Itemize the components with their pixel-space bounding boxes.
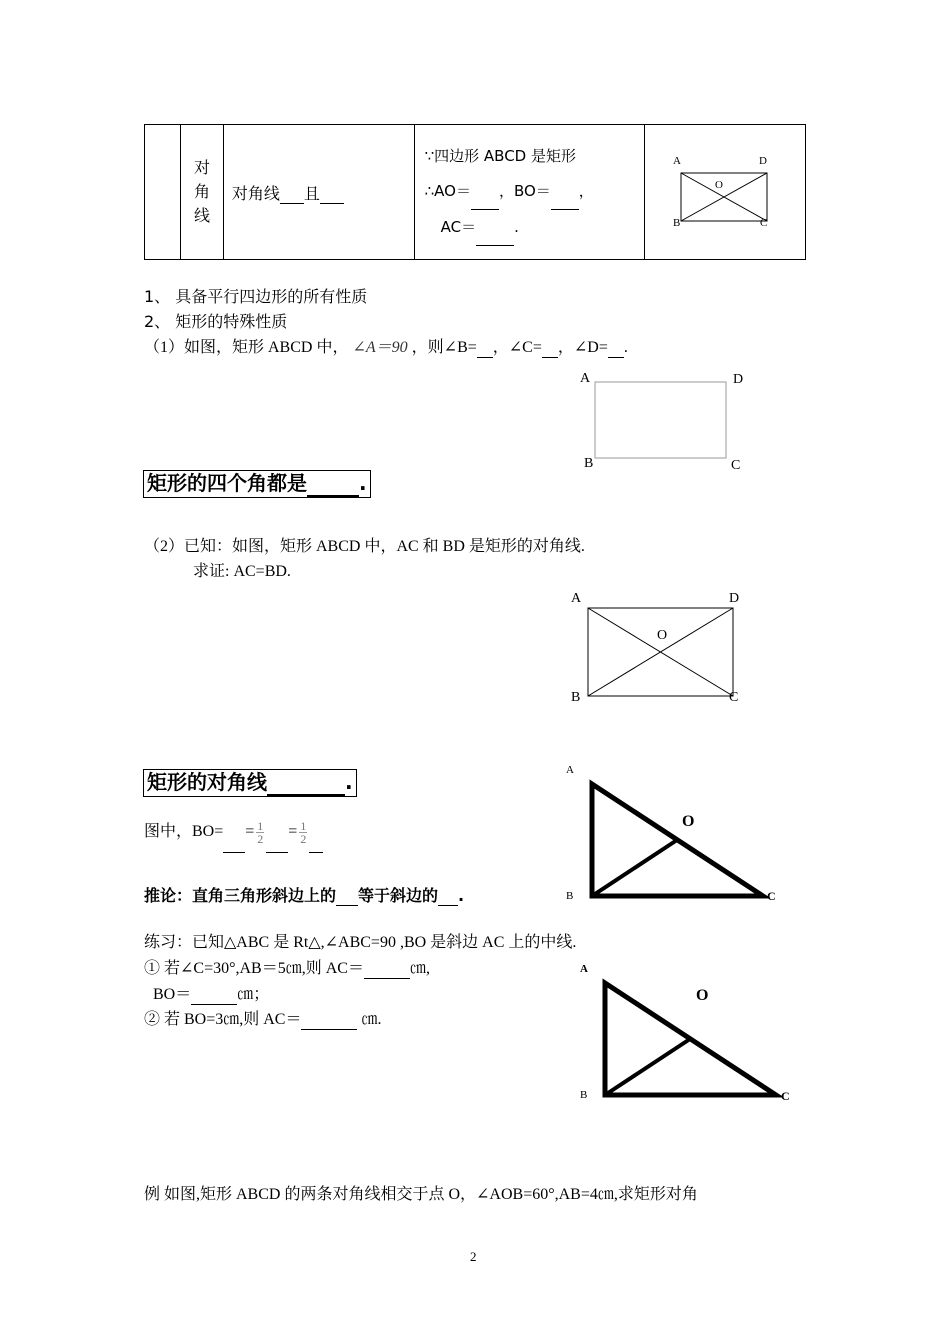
page-number: 2 [470, 1249, 477, 1264]
right-triangle-figure-2 [598, 977, 783, 1102]
fraction-half: $\frac{1}{2}$ [257, 818, 264, 846]
exercise-line-3: BO＝ ㎝； [153, 985, 269, 1005]
label-d: D [729, 591, 740, 606]
label-c: C [729, 690, 739, 705]
table-rectangle-figure [645, 125, 805, 259]
right-triangle-figure-1 [585, 778, 770, 903]
fraction-half: $\frac{1}{2}$ [300, 818, 307, 846]
question-2-line-1: （2）已知：如图，矩形 ABCD 中，AC 和 BD 是矩形的对角线. [144, 538, 585, 555]
property-label-cell [181, 125, 224, 260]
label-c: C [731, 458, 741, 473]
proof-line-3: AC＝ . [425, 210, 644, 246]
exercise-line-1: 练习：已知△ABC 是 Rt△,∠ABC=90 ,BO 是斜边 AC 上的中线. [144, 934, 577, 951]
label-d: D [759, 155, 767, 167]
label-b: B [580, 1089, 588, 1101]
label-o: O [696, 987, 709, 1004]
label-o: O [715, 179, 723, 191]
exercise-line-4: ② 若 BO=3㎝,则 AC＝ ㎝. [144, 1010, 382, 1030]
angle-expression: ∠A＝90 [352, 339, 408, 356]
label-a: A [571, 591, 582, 606]
heading-four-angles: 矩形的四个角都是 . [143, 470, 371, 498]
label-b: B [566, 890, 574, 902]
label-c: C [767, 889, 776, 903]
label-c: C [781, 1089, 790, 1103]
question-1: （1）如图，矩形 ABCD 中， ∠A＝90 ，则∠B= ，∠C= ，∠D= . [144, 338, 628, 358]
label-o: O [682, 813, 695, 830]
label-d: D [733, 372, 744, 387]
label-o: O [657, 628, 668, 643]
property-label-char: 对 [193, 158, 210, 177]
list-item-2: 2、 矩形的特殊性质 [144, 312, 288, 331]
inference: 推论：直角三角形斜边上的 等于斜边的 . [144, 886, 465, 905]
property-label-char: 线 [193, 206, 210, 225]
question-2-line-2: 求证: AC=BD. [193, 563, 291, 580]
label-a: A [566, 764, 574, 776]
proof-line-1: ∵四边形 ABCD 是矩形 [424, 146, 576, 165]
statement-cell: 对角线 且 [223, 125, 414, 260]
rectangle-figure-2 [585, 605, 737, 700]
proof-cell [414, 125, 644, 260]
figure-cell [645, 125, 806, 260]
proof-line-2: ∴AO＝ ，BO＝ ， [425, 174, 644, 210]
table-empty-cell [145, 125, 181, 260]
rectangle-figure-1 [590, 378, 735, 462]
list-item-1: 1、 具备平行四边形的所有性质 [144, 287, 368, 306]
label-c: C [760, 217, 768, 229]
exercise-line-2: ① 若∠C=30°,AB＝5㎝,则 AC＝ ㎝, [144, 959, 430, 979]
label-b: B [584, 456, 594, 471]
label-a: A [580, 371, 591, 386]
bo-equation: 图中，BO= = $\frac{1}{2}$ = $\frac{1}{2}$ [144, 812, 323, 853]
property-table [144, 124, 806, 260]
label-b: B [571, 690, 581, 705]
property-label-char: 角 [193, 182, 210, 201]
heading-diagonals: 矩形的对角线 . [143, 769, 357, 797]
label-a: A [580, 963, 588, 975]
label-a: A [673, 155, 681, 167]
example-text: 例 如图,矩形 ABCD 的两条对角线相交于点 O，∠AOB=60°,AB=4㎝,求矩形对角 [144, 1186, 698, 1203]
label-b: B [673, 217, 681, 229]
